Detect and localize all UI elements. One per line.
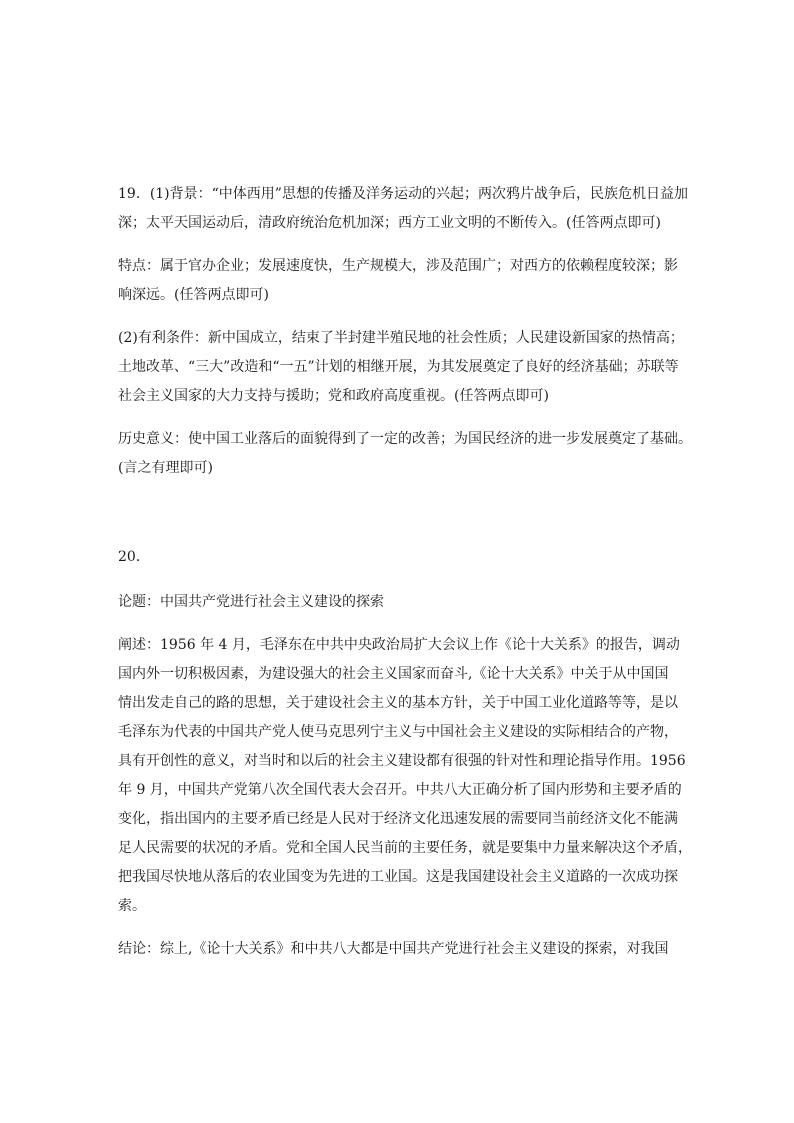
text-line: 结论：综上,《论十大关系》和中共八大都是中国共产党进行社会主义建设的探索，对我国 bbox=[118, 941, 669, 957]
q19-background bbox=[118, 180, 688, 238]
q20-topic bbox=[118, 588, 684, 617]
q19-significance bbox=[118, 425, 692, 483]
text-line: 情出发走自己的路的思想，关于建设社会主义的基本方针，关于中国工业化道路等等，是以 bbox=[118, 695, 678, 711]
q19-conditions bbox=[118, 324, 684, 411]
q20-number bbox=[118, 543, 684, 572]
text-line: 把我国尽快地从落后的农业国变为先进的工业国。这是我国建设社会主义道路的一次成功探 bbox=[118, 869, 678, 885]
text-line: 论题：中国共产党进行社会主义建设的探索 bbox=[118, 594, 384, 610]
document-page bbox=[118, 180, 692, 964]
text-line: 毛泽东为代表的中国共产党人使马克思列宁主义与中国社会主义建设的实际相结合的产物， bbox=[118, 724, 678, 740]
text-line: 变化，指出国内的主要矛盾已经是人民对于经济文化迅速发展的需要同当前经济文化不能满 bbox=[118, 811, 678, 827]
text-line: (2)有利条件：新中国成立，结束了半封建半殖民地的社会性质；人民建设新国家的热情高； bbox=[118, 330, 684, 346]
question-number: 20． bbox=[118, 549, 150, 565]
text-line: 社会主义国家的大力支持与援助；党和政府高度重视。(任答两点即可) bbox=[118, 388, 549, 404]
text-line: 土地改革、“三大”改造和“一五”计划的相继开展，为其发展奠定了良好的经济基础；苏联等 bbox=[118, 359, 679, 375]
text-line: 历史意义：使中国工业落后的面貌得到了一定的改善；为国民经济的进一步发展奠定了基础。 bbox=[118, 431, 692, 447]
text-line: (言之有理即可) bbox=[118, 460, 213, 476]
q20-conclusion bbox=[118, 935, 684, 964]
text-line: 阐述：1956 年 4 月，毛泽东在中共中央政治局扩大会议上作《论十大关系》的报告，调动 bbox=[118, 637, 680, 653]
text-line: 足人民需要的状况的矛盾。党和全国人民当前的主要任务，就是要集中力量来解决这个矛盾， bbox=[118, 840, 692, 856]
text-line: 具有开创性的意义，对当时和以后的社会主义建设都有很强的针对性和理论指导作用。1956 bbox=[118, 753, 686, 769]
q20-elaboration bbox=[118, 631, 692, 921]
text-line: 年 9 月，中国共产党第八次全国代表大会召开。中共八大正确分析了国内形势和主要矛盾的 bbox=[118, 782, 682, 798]
text-line: 特点：属于官办企业；发展速度快，生产规模大，涉及范围广；对西方的依赖程度较深；影 bbox=[118, 258, 678, 274]
text-line: 深；太平天国运动后，清政府统治危机加深；西方工业文明的不断传入。(任答两点即可) bbox=[118, 215, 661, 231]
text-line: 索。 bbox=[118, 898, 146, 914]
q19-features bbox=[118, 252, 684, 310]
text-line: 响深远。(任答两点即可) bbox=[118, 287, 269, 303]
text-line: 国内外一切积极因素，为建设强大的社会主义国家而奋斗,《论十大关系》中关于从中国国 bbox=[118, 666, 669, 682]
text-line: 19．(1)背景：“中体西用”思想的传播及洋务运动的兴起；两次鸦片战争后，民族危机日益加 bbox=[118, 186, 688, 202]
